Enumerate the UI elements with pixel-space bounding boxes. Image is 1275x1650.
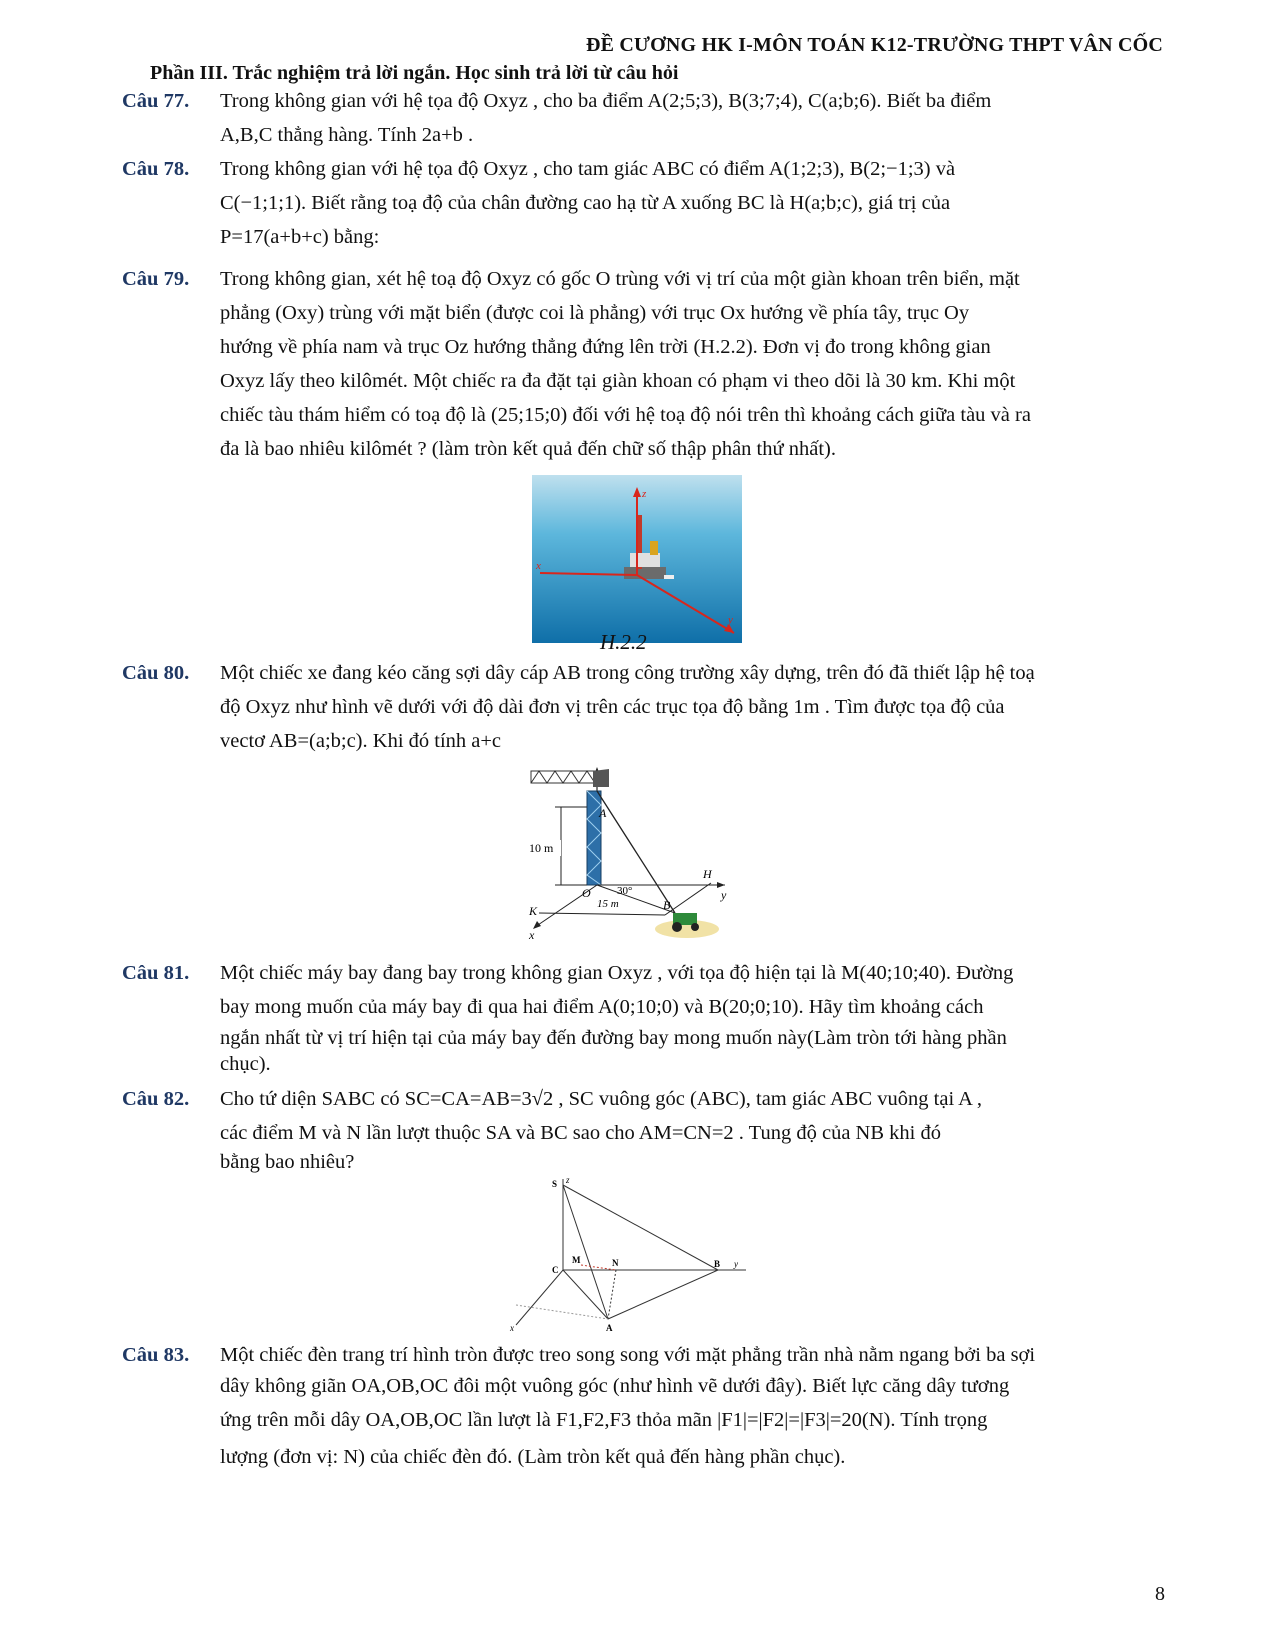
question-line: lượng (đơn vị: N) của chiếc đèn đó. (Làm tròn kết quả đến hàng phần chục). [220,1446,846,1468]
figure-caption: H.2.2 [600,630,647,654]
question-label: Câu 80. [122,662,190,684]
question-line: bằng bao nhiêu? [220,1151,355,1173]
question-83 [122,1338,1172,1474]
figure-oil-rig [532,475,742,643]
page-header: ĐỀ CƯƠNG HK I-MÔN TOÁN K12-TRƯỜNG THPT VÂN CỐC [585,34,1163,56]
page-number: 8 [1155,1583,1165,1605]
question-line: Cho tứ diện SABC có SC=CA=AB=3√2 , SC vuông góc (ABC), tam giác ABC vuông tại A , [220,1088,983,1110]
ship-icon [664,575,674,579]
tetrahedron-diagram [508,1175,758,1335]
question-line: Oxyz lấy theo kilômét. Một chiếc ra đa đặt tại giàn khoan có phạm vi theo dõi là 30 km. Khi một [220,370,1016,392]
label-O: O [582,886,591,900]
label-A: A [599,806,607,820]
question-label: Câu 82. [122,1088,190,1110]
question-line: hướng về phía nam và trục Oz hướng thẳng đứng lên trời (H.2.2). Đơn vị đo trong không gian [220,336,991,358]
section-title: Phần III. Trắc nghiệm trả lời ngắn. Học sinh trả lời từ câu hỏi [150,62,679,84]
question-line: các điểm M và N lần lượt thuộc SA và BC sao cho AM=CN=2 . Tung độ của NB khi đó [220,1122,941,1144]
label-y: y [734,1259,738,1269]
question-80 [122,656,1172,758]
question-label: Câu 83. [122,1344,190,1366]
question-line: Một chiếc máy bay đang bay trong không gian Oxyz , với tọa độ hiện tại là M(40;10;40). Đường [220,962,1014,984]
question-line: chục). [220,1053,271,1075]
question-81 [122,956,1172,1076]
question-label: Câu 78. [122,158,190,180]
question-77 [122,84,1172,152]
label-S: S [552,1179,558,1189]
label-z: z [566,1175,570,1185]
question-label: Câu 81. [122,962,190,984]
tractor-icon [655,913,719,938]
question-line: vectơ AB=(a;b;c). Khi đó tính a+c [220,730,502,752]
question-79 [122,262,1172,466]
label-x: x [510,1323,514,1333]
label-M: M [572,1255,581,1265]
question-label: Câu 77. [122,90,190,112]
question-line: độ Oxyz như hình vẽ dưới với độ dài đơn vị trên các trục tọa độ bằng 1m . Tìm được tọa độ của [220,696,1005,718]
label-angle: 30° [617,885,633,897]
oil-rig-image [532,475,742,643]
axis-label-y: y [728,614,733,626]
question-line: P=17(a+b+c) bằng: [220,226,380,248]
label-H: H [703,867,712,881]
crane-diagram [525,765,755,945]
question-line: bay mong muốn của máy bay đi qua hai điểm A(0;10;0) và B(20;0;10). Hãy tìm khoảng cách [220,996,984,1018]
question-line: C(−1;1;1). Biết rằng toạ độ của chân đường cao hạ từ A xuống BC là H(a;b;c), giá trị của [220,192,951,214]
figure-crane [525,765,755,945]
question-line: Trong không gian với hệ tọa độ Oxyz , cho tam giác ABC có điểm A(1;2;3), B(2;−1;3) và [220,158,956,180]
question-line: Một chiếc xe đang kéo căng sợi dây cáp AB trong công trường xây dựng, trên đó đã thiết lập hệ toạ [220,662,1035,684]
label-B: B [714,1259,721,1269]
axis-label-x: x [536,560,541,572]
question-line: A,B,C thẳng hàng. Tính 2a+b . [220,124,474,146]
label-dist: 15 m [597,898,619,910]
figure-tetrahedron [508,1175,758,1335]
question-line: Trong không gian với hệ tọa độ Oxyz , cho ba điểm A(2;5;3), B(3;7;4), C(a;b;6). Biết ba điểm [220,90,992,112]
label-B: B [663,898,671,912]
question-line: ứng trên mỗi dây OA,OB,OC lần lượt là F1,F2,F3 thỏa mãn |F1|=|F2|=|F3|=20(N). Tính trọng [220,1409,988,1431]
label-N: N [612,1258,619,1268]
label-y: y [721,888,727,902]
question-line: ngắn nhất từ vị trí hiện tại của máy bay đến đường bay mong muốn này(Làm tròn tới hàng phần [220,1027,1007,1049]
question-line: dây không giãn OA,OB,OC đôi một vuông góc (như hình vẽ dưới đây). Biết lực căng dây tương [220,1375,1010,1397]
cable-AB [597,791,675,913]
question-line: Một chiếc đèn trang trí hình tròn được treo song song với mặt phẳng trần nhà nằm ngang bởi ba sợi [220,1344,1036,1366]
question-label: Câu 79. [122,268,190,290]
label-x: x [529,928,535,942]
question-line: đa là bao nhiêu kilômét ? (làm tròn kết quả đến chữ số thập phân thứ nhất). [220,438,836,460]
question-82 [122,1082,1172,1174]
label-C: C [552,1265,559,1275]
question-line: Trong không gian, xét hệ toạ độ Oxyz có gốc O trùng với vị trí của một giàn khoan trên biển, mặt [220,268,1020,290]
question-78 [122,152,1172,254]
label-K: K [529,904,538,918]
axis-label-z: z [642,488,647,500]
question-line: chiếc tàu thám hiểm có toạ độ là (25;15;0) đối với hệ toạ độ nói trên thì khoảng cách giữa tàu và ra [220,404,1031,426]
crane-tower [531,769,609,885]
label-height: 10 m [529,841,554,855]
question-line: phẳng (Oxy) trùng với mặt biển (được coi là phẳng) với trục Ox hướng về phía tây, trục Oy [220,302,970,324]
label-A: A [606,1323,613,1333]
